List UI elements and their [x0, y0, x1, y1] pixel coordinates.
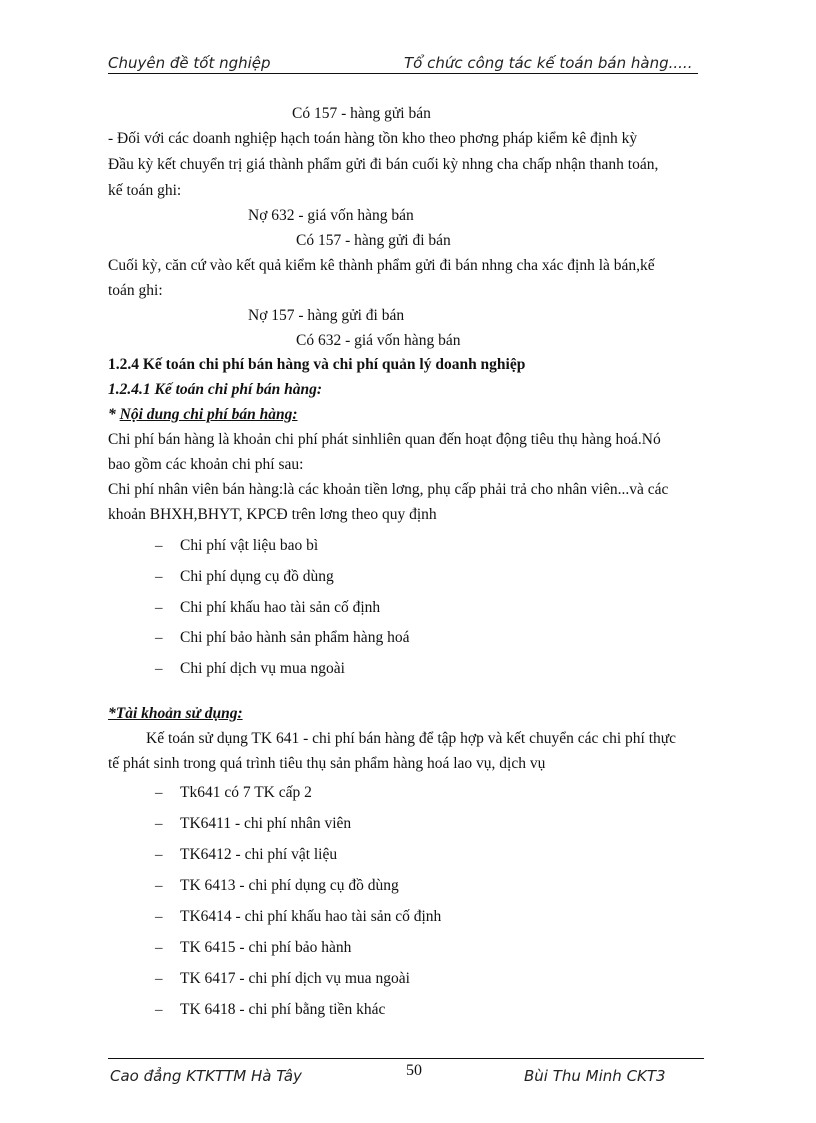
list-dash: –: [155, 940, 163, 956]
paragraph-line: tế phát sinh trong quá trình tiêu thụ sản phẩm hàng hoá lao vụ, dịch vụ: [108, 755, 546, 772]
list-item: TK6411 - chi phí nhân viên: [180, 815, 352, 832]
paragraph-line: Chi phí bán hàng là khoản chi phí phát sinhliên quan đến hoạt động tiêu thụ hàng hoá.Nó: [108, 431, 661, 448]
paragraph-line: Đầu kỳ kết chuyển trị giá thành phẩm gửi đi bán cuối kỳ nhng cha chấp nhận thanh toán,: [108, 156, 659, 173]
paragraph-line: - Đối với các doanh nghiệp hạch toán hàng tồn kho theo phơng pháp kiểm kê định kỳ: [108, 130, 638, 147]
footer-rule: [108, 1058, 704, 1059]
list-dash: –: [155, 816, 163, 832]
paragraph-line: khoản BHXH,BHYT, KPCĐ trên lơng theo quy định: [108, 506, 437, 523]
heading-noi-dung: [108, 405, 298, 425]
list-dash: –: [155, 878, 163, 894]
list-dash: –: [155, 785, 163, 801]
footer-school: Cao đẳng KTKTTM Hà Tây: [110, 1067, 302, 1085]
paragraph-line: Kế toán sử dụng TK 641 - chi phí bán hàng để tập hợp và kết chuyển các chi phí thực: [146, 730, 677, 747]
list-item: TK 6413 - chi phí dụng cụ đồ dùng: [180, 877, 399, 894]
list-item: Chi phí vật liệu bao bì: [180, 537, 319, 554]
footer-author: Bùi Thu Minh CKT3: [524, 1067, 666, 1085]
list-item: Chi phí dụng cụ đồ dùng: [180, 568, 334, 585]
entry-no-157: Nợ 157 - hàng gửi đi bán: [248, 307, 405, 324]
paragraph-line: toán ghi:: [108, 282, 163, 299]
list-item: TK6412 - chi phí vật liệu: [180, 846, 338, 863]
heading-noi-dung-text: Nội dung chi phí bán hàng:: [119, 406, 298, 423]
subsection-heading-1-2-4-1: 1.2.4.1 Kế toán chi phí bán hàng:: [108, 381, 323, 398]
heading-tai-khoan: *Tài khoản sử dụng:: [108, 705, 243, 722]
list-dash: –: [155, 847, 163, 863]
list-dash: –: [155, 538, 163, 554]
list-dash: –: [155, 600, 163, 616]
heading-bullet: *: [108, 406, 120, 423]
list-item: TK 6415 - chi phí bảo hành: [180, 939, 352, 956]
paragraph-line: Chi phí nhân viên bán hàng:là các khoản tiền lơng, phụ cấp phải trả cho nhân viên...và các: [108, 481, 669, 498]
list-dash: –: [155, 971, 163, 987]
paragraph-line: Cuối kỳ, căn cứ vào kết quả kiểm kê thành phẩm gửi đi bán nhng cha xác định là bán,kế: [108, 257, 655, 274]
entry-co-157: Có 157 - hàng gửi bán: [292, 105, 431, 122]
list-item: Tk641 có 7 TK cấp 2: [180, 784, 312, 801]
header-chapter-title: Chuyên đề tốt nghiệp: [108, 54, 271, 72]
list-dash: –: [155, 569, 163, 585]
entry-co-157: Có 157 - hàng gửi đi bán: [296, 232, 451, 249]
list-item: Chi phí dịch vụ mua ngoài: [180, 660, 345, 677]
list-item: Chi phí bảo hành sản phẩm hàng hoá: [180, 629, 410, 646]
entry-no-632: Nợ 632 - giá vốn hàng bán: [248, 207, 414, 224]
list-dash: –: [155, 909, 163, 925]
section-heading-1-2-4: 1.2.4 Kế toán chi phí bán hàng và chi phí quản lý doanh nghiệp: [108, 356, 526, 373]
list-item: Chi phí khấu hao tài sản cố định: [180, 599, 381, 616]
entry-co-632: Có 632 - giá vốn hàng bán: [296, 332, 461, 349]
list-dash: –: [155, 630, 163, 646]
list-item: TK 6417 - chi phí dịch vụ mua ngoài: [180, 970, 410, 987]
list-dash: –: [155, 1002, 163, 1018]
list-item: TK 6418 - chi phí bằng tiền khác: [180, 1001, 386, 1018]
list-item: TK6414 - chi phí khấu hao tài sản cố định: [180, 908, 442, 925]
paragraph-line: kế toán ghi:: [108, 182, 182, 199]
page-number: 50: [406, 1062, 422, 1079]
header-rule: [108, 73, 698, 74]
list-dash: –: [155, 661, 163, 677]
paragraph-line: bao gồm các khoản chi phí sau:: [108, 456, 304, 473]
header-topic-title: Tổ chức công tác kế toán bán hàng.....: [404, 54, 693, 72]
